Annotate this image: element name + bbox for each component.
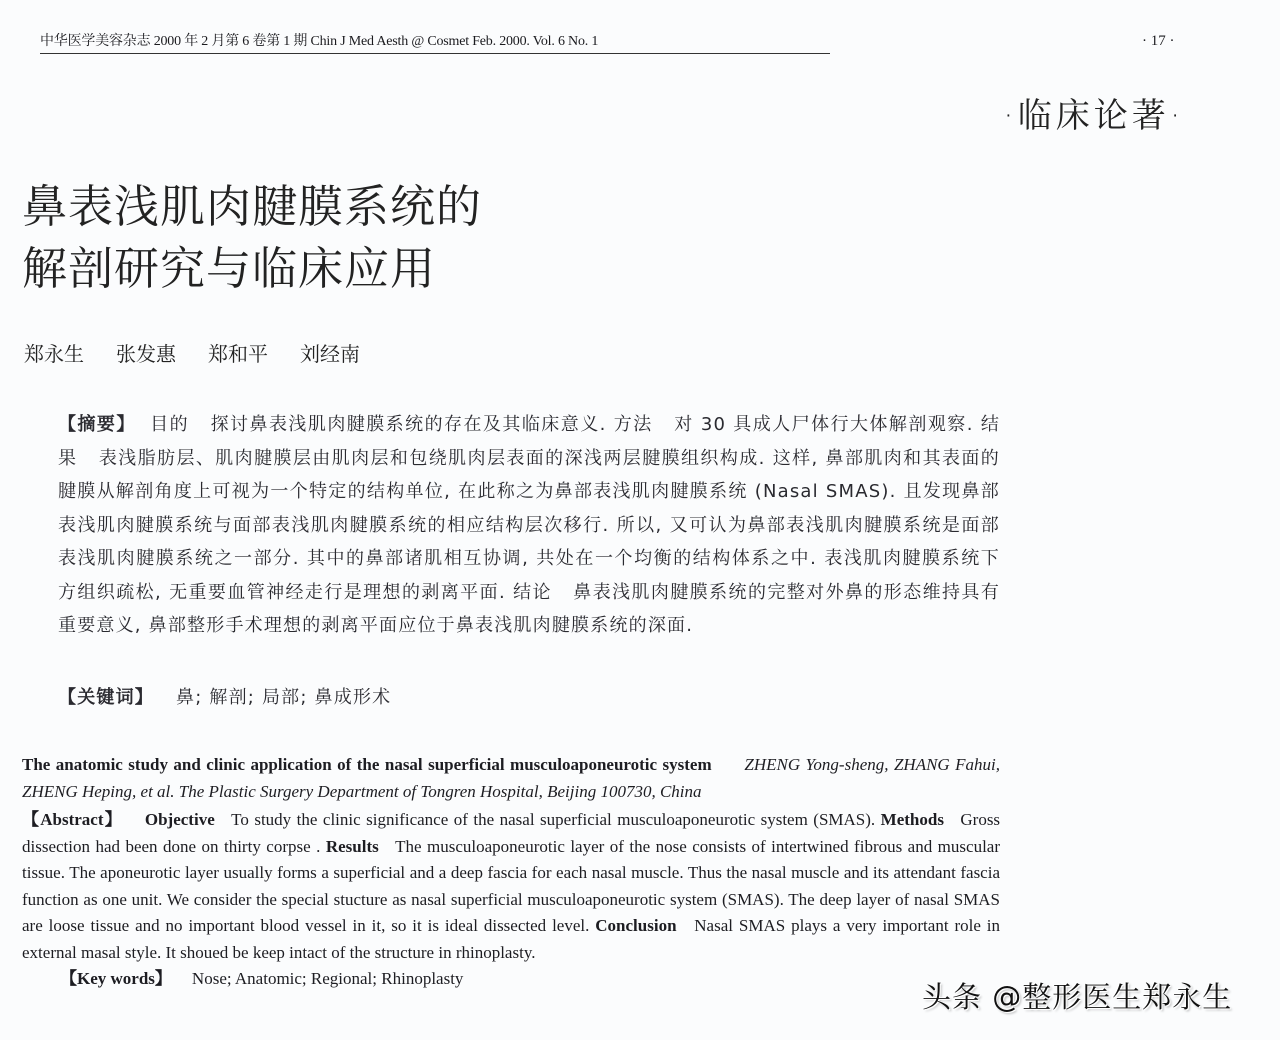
keywords-label: 【关键词】 xyxy=(58,687,154,708)
english-abstract xyxy=(22,807,1000,966)
author: 刘经南 xyxy=(300,342,360,366)
results-text: 表浅脂肪层、肌肉腱膜层由肌肉层和包绕肌肉层表面的深浅两层腱膜组织构成. 这样, 鼻部肌肉和其表面的腱膜从解剖角度上可视为一个特定的结构单位, 在此称之为鼻部表浅肌肉腱膜系统 (Nasal SMAS). 且发现鼻部表浅肌肉腱膜系统与面部表浅肌肉腱膜系统的相应结构层次移行. 所以, 又可认为鼻部表浅肌肉腱膜系统是面部表浅肌肉腱膜系统之一部分. 其中的鼻部诸肌相互协调, 共处在一个均衡的结构体系之中. 表浅肌肉腱膜系统下方组织疏松, 无重要血管神经走行是理想的剥离平面. xyxy=(58,447,1001,603)
methods-text: 对 30 具成人尸体行大体解剖观察. xyxy=(674,414,974,435)
results-text: The musculoaponeurotic layer of the nose consists of intertwined fibrous and muscular tissue. The aponeurotic layer usually forms a superficial and a deep fascia for each nasal muscle. Thus the nasal muscle and its attendant fascia function as one unit. We consider the special stucture as nasal superficial musculoaponeurotic system (SMAS). The deep layer of nasal SMAS are loose tissue and no important blood vessel in it, so it is ideal dissected level. xyxy=(22,836,1000,935)
conclusion-label: 结论 xyxy=(513,581,552,603)
objective-text: To study the clinic significance of the nasal superficial musculoaponeurotic system (SMAS). xyxy=(231,810,876,829)
methods-text: Gross dissection had been done on thirty corpse . xyxy=(22,810,1001,856)
methods-label: 方法 xyxy=(613,414,653,435)
conclusion-text: Nasal SMAS plays a very important role in external masal style. It shoued be keep intact of the structure in rhinoplasty. xyxy=(22,916,1001,962)
conclusion-text: 鼻表浅肌肉腱膜系统的完整对外鼻的形态维持具有重要意义, 鼻部整形手术理想的剥离平面应位于鼻表浅肌肉腱膜系统的深面. xyxy=(58,581,1001,636)
objective-text: 探讨鼻表浅肌肉腱膜系统的存在及其临床意义. xyxy=(210,414,607,435)
running-header: 中华医学美容杂志 2000 年 2 月第 6 卷第 1 期 Chin J Med Aesth @ Cosmet Feb. 2000. Vol. 6 No. 1 xyxy=(40,32,830,54)
objective-label: 目的 xyxy=(150,414,190,435)
abstract-label: 【Abstract】 xyxy=(22,810,123,829)
source-watermark: 头条 @整形医生郑永生 xyxy=(922,980,1233,1014)
author: 张发惠 xyxy=(116,342,176,366)
english-title: The anatomic study and clinic application of the nasal superficial musculoaponeurotic system xyxy=(22,755,712,774)
section-label: ·临床论著· xyxy=(1003,96,1185,136)
title-line-1: 鼻表浅肌肉腱膜系统的 xyxy=(22,180,483,233)
title-line-2: 解剖研究与临床应用 xyxy=(22,242,437,295)
english-authors: ZHENG Yong-sheng, ZHANG Fahui, ZHENG Heping, et al. The Plastic Surgery Department of Tongren Hospital, Beijing 100730, China xyxy=(22,755,1000,801)
article-title xyxy=(22,176,482,300)
page-number: · 17 · xyxy=(1142,33,1175,49)
chinese-abstract xyxy=(24,408,1000,643)
chinese-abstract-body xyxy=(24,408,1000,643)
author-list xyxy=(24,338,360,367)
keywords-text: Nose; Anatomic; Regional; Rhinoplasty xyxy=(191,969,464,988)
english-heading xyxy=(22,752,1000,805)
english-abstract-section xyxy=(22,752,1000,993)
conclusion-label: Conclusion xyxy=(595,916,677,935)
abstract-label: 【摘要】 xyxy=(58,414,136,435)
keywords-label: 【Key words】 xyxy=(60,969,172,988)
author: 郑永生 xyxy=(24,342,84,366)
methods-label: Methods xyxy=(880,810,944,829)
author: 郑和平 xyxy=(208,342,268,366)
results-label: 结果 xyxy=(58,414,1001,469)
english-keywords xyxy=(22,966,1000,993)
keywords-text: 鼻; 解剖; 局部; 鼻成形术 xyxy=(176,687,392,708)
chinese-keywords xyxy=(58,683,391,709)
objective-label: Objective xyxy=(144,810,215,829)
results-label: Results xyxy=(325,836,379,856)
